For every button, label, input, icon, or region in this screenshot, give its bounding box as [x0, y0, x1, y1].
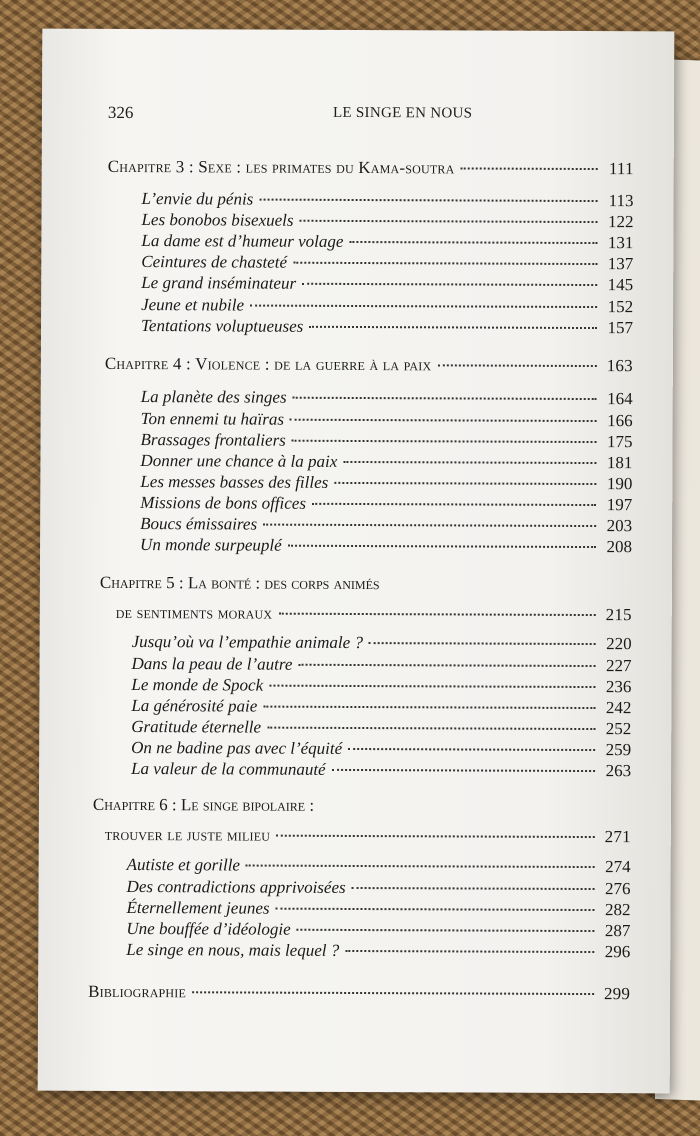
chapter-entry	[116, 603, 632, 627]
bibliography-entry	[88, 982, 630, 1006]
dot-leader	[293, 262, 597, 265]
section-entry-page: 236	[605, 677, 632, 697]
section-entry-page: 282	[604, 900, 631, 920]
section-entry	[141, 273, 633, 297]
section-entry-page: 197	[606, 495, 633, 515]
section-entry-title: Boucs émissaires	[140, 514, 258, 534]
section-entry-page: 259	[605, 740, 632, 760]
dot-leader	[345, 950, 594, 953]
section-entry-page: 181	[606, 453, 633, 473]
dot-leader	[290, 419, 597, 422]
dot-leader	[348, 748, 595, 751]
dot-leader	[292, 440, 597, 443]
dot-leader	[246, 865, 595, 869]
section-entry-page: 276	[605, 879, 631, 899]
section-entry-title: La générosité paie	[131, 696, 258, 716]
section-entry-title: Missions de bons offices	[140, 493, 307, 513]
section-entry-title: Dans la peau de l’autre	[131, 654, 293, 674]
dot-leader	[297, 929, 595, 932]
section-entry	[131, 759, 631, 783]
dot-leader	[437, 364, 597, 367]
page-number: 326	[107, 102, 134, 123]
section-entry-page: 296	[604, 942, 631, 962]
dot-leader	[259, 199, 597, 202]
section-entry-title: L’envie du pénis	[141, 189, 254, 209]
dot-leader	[278, 613, 596, 616]
section-entry-page: 122	[607, 212, 634, 232]
running-title: LE SINGE EN NOUS	[332, 104, 473, 122]
table-of-contents	[38, 29, 675, 1094]
dot-leader	[250, 305, 597, 309]
section-entry-page: 137	[607, 254, 634, 274]
chapter-entry	[105, 825, 631, 849]
chapter-heading: Chapitre 5 : La bonté : des corps animés	[99, 572, 380, 594]
section-entry	[141, 387, 633, 411]
dot-leader	[312, 503, 596, 506]
dot-leader	[343, 461, 596, 464]
section-entry	[127, 855, 631, 879]
chapter-entry-page: 271	[604, 827, 631, 847]
dot-leader	[332, 769, 595, 772]
bibliography-entry-page: 299	[603, 984, 631, 1004]
section-entry-page: 203	[606, 516, 633, 536]
dot-leader	[460, 167, 597, 170]
section-entry-title: La planète des singes	[140, 387, 287, 407]
dot-leader	[309, 326, 597, 329]
section-entry-page: 113	[608, 191, 634, 211]
section-entry-title: Éternellement jeunes	[126, 898, 270, 918]
section-entry-title: Les bonobos bisexuels	[141, 210, 294, 230]
dot-leader	[334, 482, 596, 485]
section-entry-title: On ne badine pas avec l’équité	[131, 738, 343, 758]
dot-leader	[349, 241, 597, 244]
chapter-entry-page: 163	[606, 356, 633, 376]
dot-leader	[288, 545, 596, 548]
section-entry-title: La valeur de la communauté	[131, 759, 326, 779]
section-entry-title: Le grand inséminateur	[141, 273, 297, 293]
section-entry-page: 220	[606, 634, 632, 654]
chapter-entry-page: 111	[608, 159, 634, 179]
chapter-entry	[108, 157, 634, 181]
chapter-entry-page: 215	[605, 605, 632, 625]
section-entry-title: Autiste et gorille	[126, 855, 241, 875]
section-entry-title: Un monde surpeuplé	[140, 535, 282, 555]
dot-leader	[263, 524, 596, 527]
section-entry	[141, 316, 633, 340]
section-entry-title: Jusqu’où va l’empathie animale ?	[131, 632, 364, 653]
section-entry-page: 242	[605, 698, 632, 718]
dot-leader	[293, 397, 597, 400]
dot-leader	[298, 664, 595, 667]
section-entry-page: 131	[607, 233, 634, 253]
book-page	[38, 29, 675, 1094]
section-entry-title: La dame est d’humeur volage	[141, 231, 344, 251]
section-entry-page: 252	[605, 719, 632, 739]
chapter-entry-title: Chapitre 3 : Sexe : les primates du Kama-soutra	[107, 156, 455, 178]
section-entry-page: 157	[607, 318, 634, 338]
section-entry	[126, 940, 630, 964]
section-entry-title: Le monde de Spock	[131, 675, 264, 695]
dot-leader	[267, 727, 595, 730]
section-entry-page: 152	[607, 297, 634, 317]
section-entry-title: Tentations voluptueuses	[140, 316, 304, 336]
dot-leader	[300, 220, 598, 223]
chapter-entry	[105, 354, 633, 378]
section-entry-page: 175	[606, 432, 633, 452]
section-entry-page: 208	[606, 537, 633, 557]
dot-leader	[276, 835, 595, 838]
section-entry-title: Ceintures de chasteté	[141, 252, 288, 272]
section-entry-title: Gratitude éternelle	[131, 717, 262, 737]
section-entry	[140, 535, 632, 559]
section-entry-page: 166	[607, 411, 633, 431]
dot-leader	[276, 908, 595, 911]
section-entry-title: Brassages frontaliers	[140, 430, 286, 450]
section-entry-title: Le singe en nous, mais lequel ?	[126, 940, 340, 960]
section-entry-page: 274	[605, 857, 631, 877]
chapter-heading: Chapitre 6 : Le singe bipolaire :	[92, 794, 315, 815]
section-entry-title: Ton ennemi tu haïras	[140, 409, 285, 429]
chapter-entry-title: trouver le juste milieu	[104, 824, 271, 845]
section-entry-title: Les messes basses des filles	[140, 472, 329, 492]
section-entry-title: Une bouffée d’idéologie	[126, 919, 291, 939]
section-entry-page: 190	[606, 474, 633, 494]
dot-leader	[352, 887, 595, 890]
section-entry-title: Jeune et nubile	[141, 295, 245, 315]
section-entry-page: 145	[607, 275, 634, 295]
section-entry-page: 164	[607, 389, 633, 409]
dot-leader	[192, 991, 594, 995]
section-entry-page: 263	[605, 761, 632, 781]
dot-leader	[302, 283, 597, 286]
chapter-entry-title: Chapitre 4 : Violence : de la guerre à la paix	[104, 353, 432, 375]
bibliography-entry-title: Bibliographie	[88, 981, 187, 1002]
dot-leader	[263, 706, 595, 709]
chapter-entry-title: de sentiments moraux	[115, 602, 273, 623]
section-entry-title: Des contradictions apprivoisées	[126, 877, 346, 897]
dot-leader	[269, 685, 595, 688]
section-entry-page: 227	[606, 656, 632, 676]
section-entry-page: 287	[604, 921, 631, 941]
section-entry	[132, 632, 632, 656]
section-entry-title: Donner une chance à la paix	[140, 451, 338, 471]
dot-leader	[369, 642, 596, 645]
